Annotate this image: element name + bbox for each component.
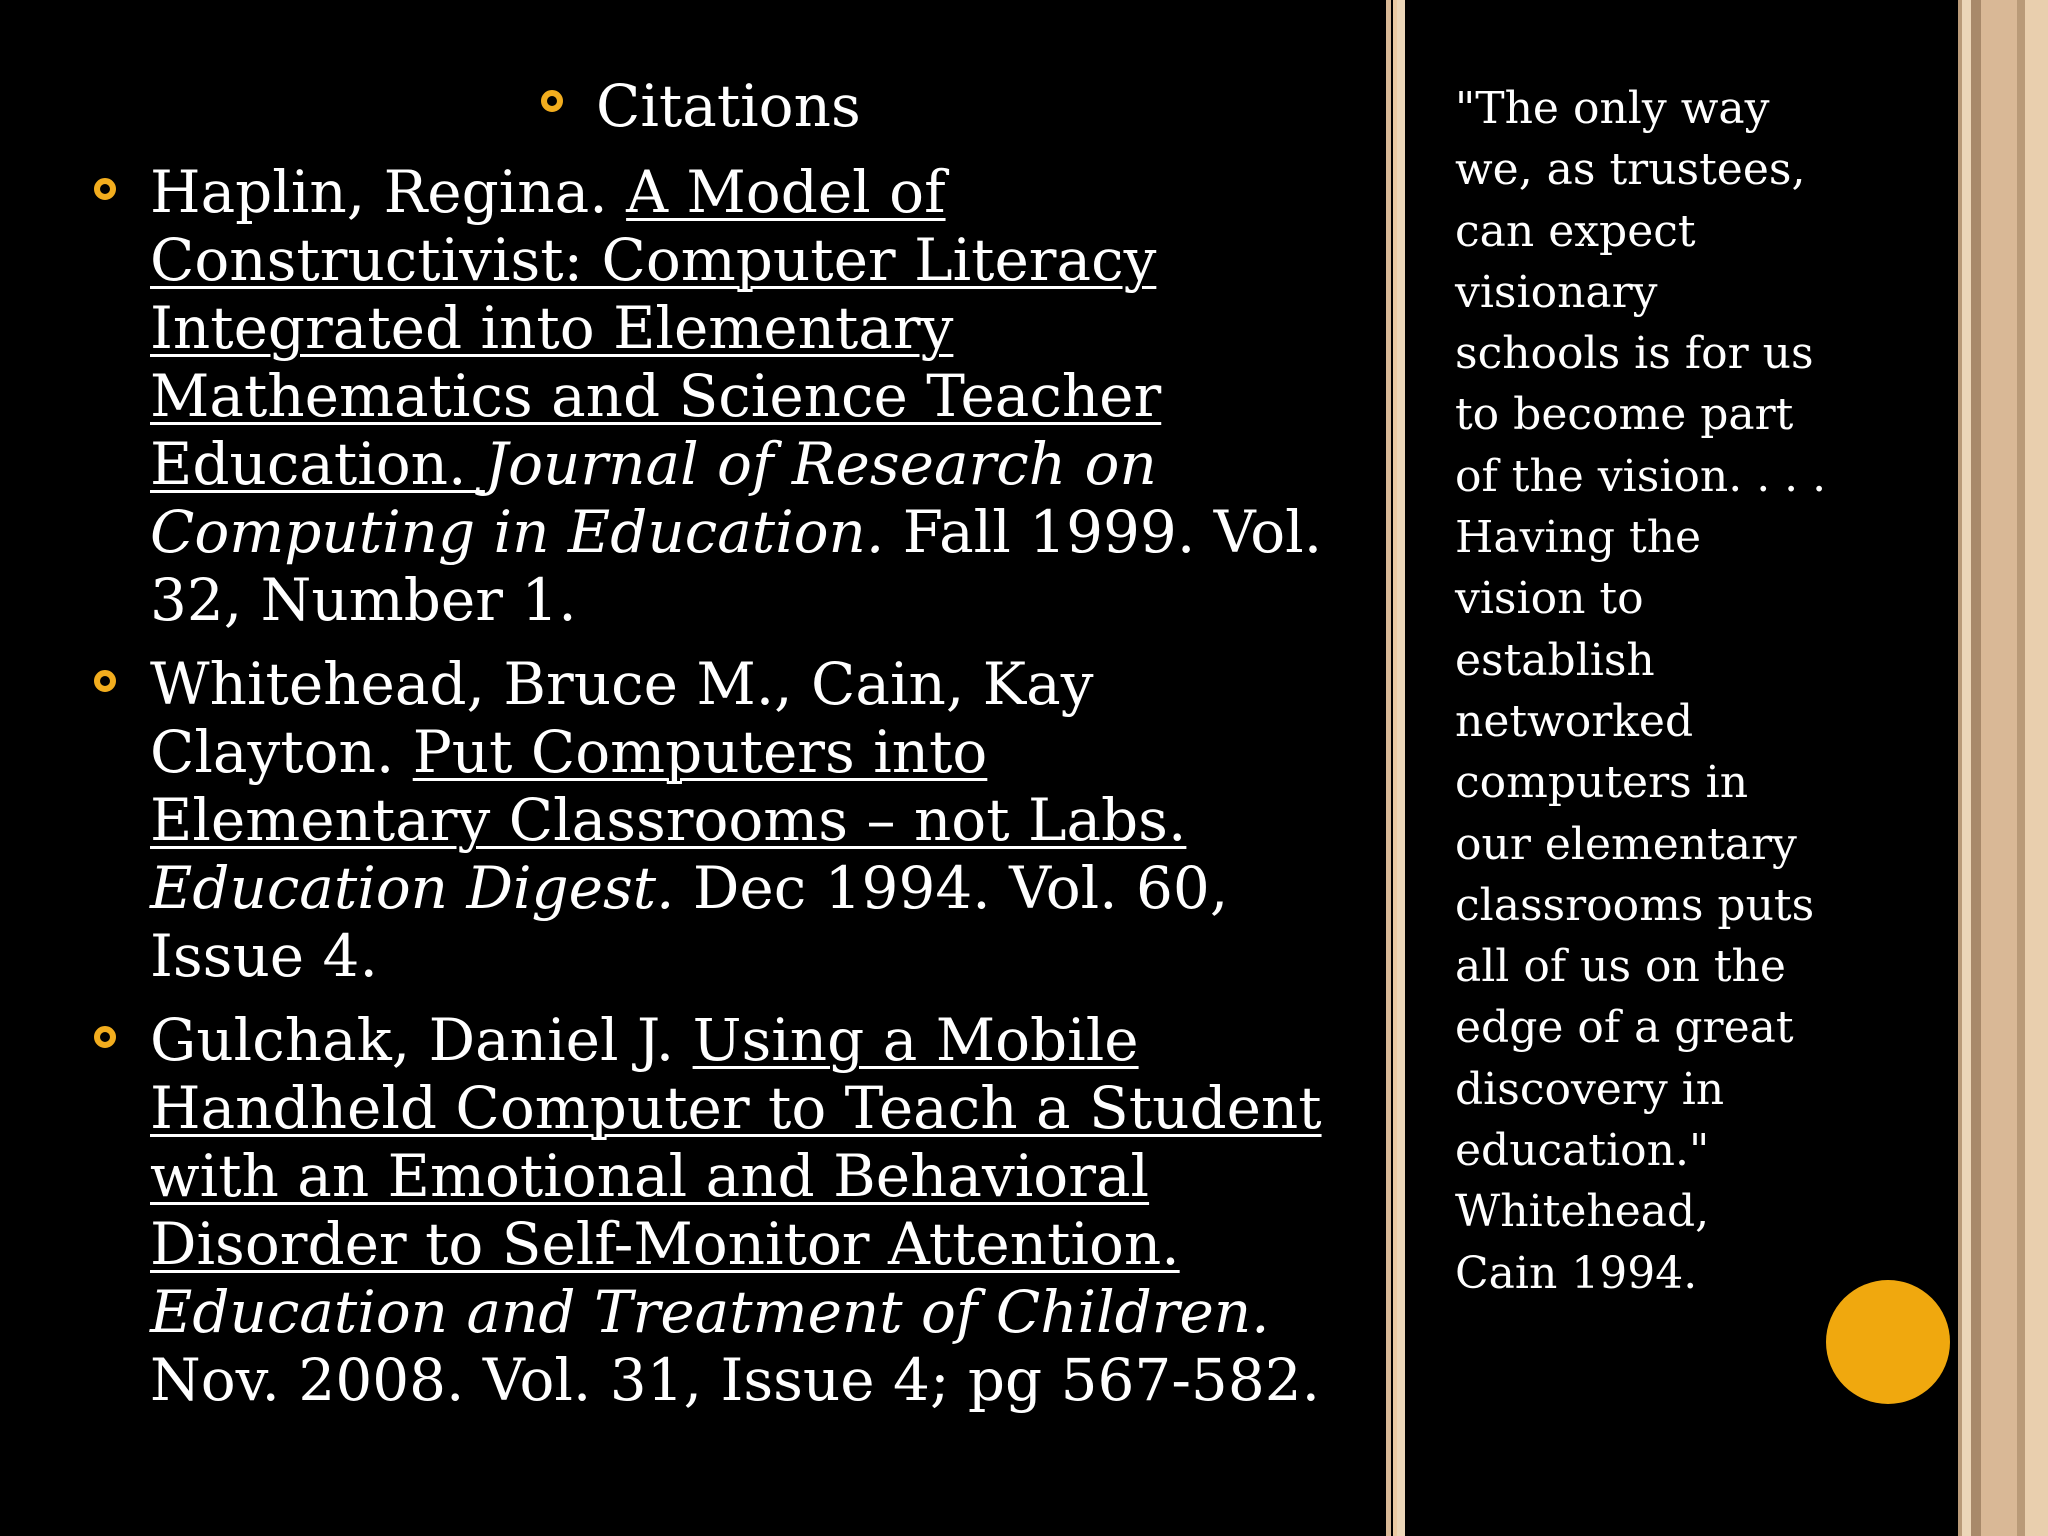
citation-title: Constructivist: Computer Literacy — [150, 226, 1157, 294]
citation-title: Education. — [150, 430, 485, 498]
citation-text: Dec 1994. Vol. 60, — [674, 854, 1229, 922]
quote-line: of the vision. . . . — [1455, 450, 1827, 502]
bullet-icon — [541, 90, 563, 112]
citation-title: Mathematics and Science Teacher — [150, 362, 1162, 430]
edge-stripe — [1981, 0, 2017, 1536]
citation-title: A Model of — [626, 158, 946, 226]
citation-line — [150, 650, 1350, 718]
quote-line: to become part — [1455, 389, 1794, 441]
citation-text: Gulchak, Daniel J. — [150, 1006, 693, 1074]
citation-title: Put Computers into — [412, 718, 988, 786]
citation-title: Using a Mobile — [692, 1006, 1139, 1074]
quote-line: Having the — [1455, 512, 1702, 564]
quote-line: can expect — [1455, 205, 1696, 257]
citation-text: Nov. 2008. Vol. 31, Issue 4; pg 567-582. — [150, 1346, 1321, 1414]
bullet-icon — [94, 1026, 116, 1048]
citation-line — [150, 362, 1350, 430]
citation-item — [150, 1006, 1350, 1414]
citation-title: with an Emotional and Behavioral — [150, 1142, 1150, 1210]
quote-line: edge of a great — [1455, 1002, 1794, 1054]
citation-text: Whitehead, Bruce M., Cain, Kay — [150, 650, 1094, 718]
citation-journal: Education Digest. — [150, 854, 675, 922]
edge-stripe — [2025, 0, 2048, 1536]
quote-line: establish — [1455, 634, 1655, 686]
quote-line: our elementary — [1455, 818, 1797, 870]
citation-line — [150, 430, 1350, 498]
citation-line — [150, 1210, 1350, 1278]
citation-line — [150, 1142, 1350, 1210]
citation-line — [150, 1006, 1350, 1074]
citation-text: Issue 4. — [150, 922, 378, 990]
citation-line — [150, 786, 1350, 854]
edge-stripe — [1962, 0, 1971, 1536]
quote-block — [1455, 78, 1826, 1304]
citation-title: Integrated into Elementary — [150, 294, 954, 362]
quote-line: computers in — [1455, 757, 1749, 809]
bullet-icon — [94, 178, 116, 200]
citation-item — [150, 650, 1350, 990]
decorative-circle — [1826, 1280, 1950, 1404]
citation-item — [150, 158, 1350, 634]
citation-line — [150, 922, 1350, 990]
citation-journal: Education and Treatment of Children. — [150, 1278, 1270, 1346]
citation-text: 32, Number 1. — [150, 566, 577, 634]
edge-stripe — [1971, 0, 1981, 1536]
quote-line: schools is for us — [1455, 328, 1814, 380]
citation-line — [150, 1278, 1350, 1346]
quote-line: classrooms puts — [1455, 879, 1815, 931]
quote-line: visionary — [1455, 266, 1658, 318]
citation-list — [150, 158, 1350, 1430]
citation-title: Handheld Computer to Teach a Student — [150, 1074, 1322, 1142]
citation-text: Haplin, Regina. — [150, 158, 627, 226]
quote-line: networked — [1455, 695, 1694, 747]
quote-line: Cain 1994. — [1455, 1247, 1698, 1299]
citation-journal: Computing in Education. — [150, 498, 885, 566]
edge-stripe — [2017, 0, 2025, 1536]
citation-text: Fall 1999. Vol. — [884, 498, 1323, 566]
citation-line — [150, 226, 1350, 294]
citation-title: Disorder to Self-Monitor Attention. — [150, 1210, 1180, 1278]
citation-title: Elementary Classrooms – not Labs. — [150, 786, 1187, 854]
quote-line: all of us on the — [1455, 941, 1786, 993]
citation-journal: Journal of Research on — [484, 430, 1157, 498]
citation-line — [150, 294, 1350, 362]
citation-line — [150, 566, 1350, 634]
bullet-icon — [94, 670, 116, 692]
citation-line — [150, 718, 1350, 786]
slide-heading: Citations — [596, 72, 861, 140]
divider-stripe — [1386, 0, 1391, 1536]
quote-line: vision to — [1455, 573, 1644, 625]
quote-line: "The only way — [1455, 83, 1770, 134]
citation-line — [150, 158, 1350, 226]
quote-line: we, as trustees, — [1455, 144, 1806, 196]
citation-line — [150, 498, 1350, 566]
citation-line — [150, 854, 1350, 922]
quote-line: Whitehead, — [1455, 1186, 1710, 1238]
citation-line — [150, 1346, 1350, 1414]
quote-line: discovery in — [1455, 1063, 1725, 1115]
citation-line — [150, 1074, 1350, 1142]
divider-stripe — [1397, 0, 1405, 1536]
quote-line: education." — [1455, 1125, 1710, 1177]
citation-text: Clayton. — [150, 718, 413, 786]
